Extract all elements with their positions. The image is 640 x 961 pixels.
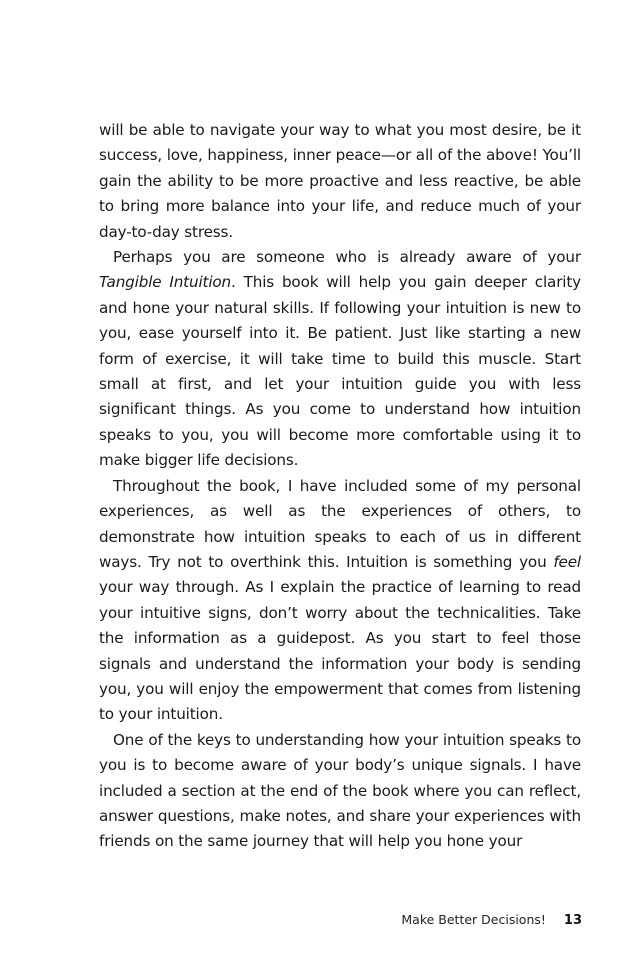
page-footer (401, 912, 582, 932)
paragraph-3-text-b: your way through. As I explain the practice of learning to read your intuitive signs, don’t worry about the technicalities. Take the information as a guidepost. As you start to feel those signals and understand the information your body is sending you, you will enjoy the empowerment that comes from listening to your intuition. (99, 578, 581, 724)
paragraph-3 (99, 474, 581, 728)
paragraph-4 (99, 728, 581, 855)
page-number: 13 (563, 913, 582, 928)
paragraph-1-text: will be able to navigate your way to what you most desire, be it success, love, happiness, inner peace—or all of the above! You’ll gain the ability to be more proactive and less reactive, be able to bring more balance into your life, and reduce much of your day-to-day stress. (99, 121, 581, 241)
paragraph-2-text-a: Perhaps you are someone who is already aware of your (113, 248, 581, 267)
page-body (99, 118, 581, 855)
running-head: Make Better Decisions! (401, 912, 546, 927)
paragraph-2-text-b: . This book will help you gain deeper clarity and hone your natural skills. If following your intuition is new to you, ease yourself into it. Be patient. Just like starting a new form of exercise, it will take time to build this muscle. Start small at first, and let your intuition guide you with less significant things. As you come to understand how intuition speaks to you, you will become more comfortable using it to make bigger life decisions. (99, 273, 581, 470)
book-title-italic: Tangible Intuition (99, 273, 232, 292)
emphasis-feel: feel (553, 552, 581, 571)
paragraph-3-text-a: Throughout the book, I have included some of my personal experiences, as well as the experiences of others, to demonstrate how intuition speaks to each of us in different ways. Try not to overthink this. Intuition is something you (99, 476, 581, 571)
paragraph-4-text: One of the keys to understanding how your intuition speaks to you is to become aware of your body’s unique signals. I have included a section at the end of the book where you can reflect, answer questions, make notes, and share your experiences with friends on the same journey that will help you hone your (99, 730, 581, 851)
paragraph-2 (99, 245, 581, 474)
paragraph-1 (99, 118, 581, 245)
